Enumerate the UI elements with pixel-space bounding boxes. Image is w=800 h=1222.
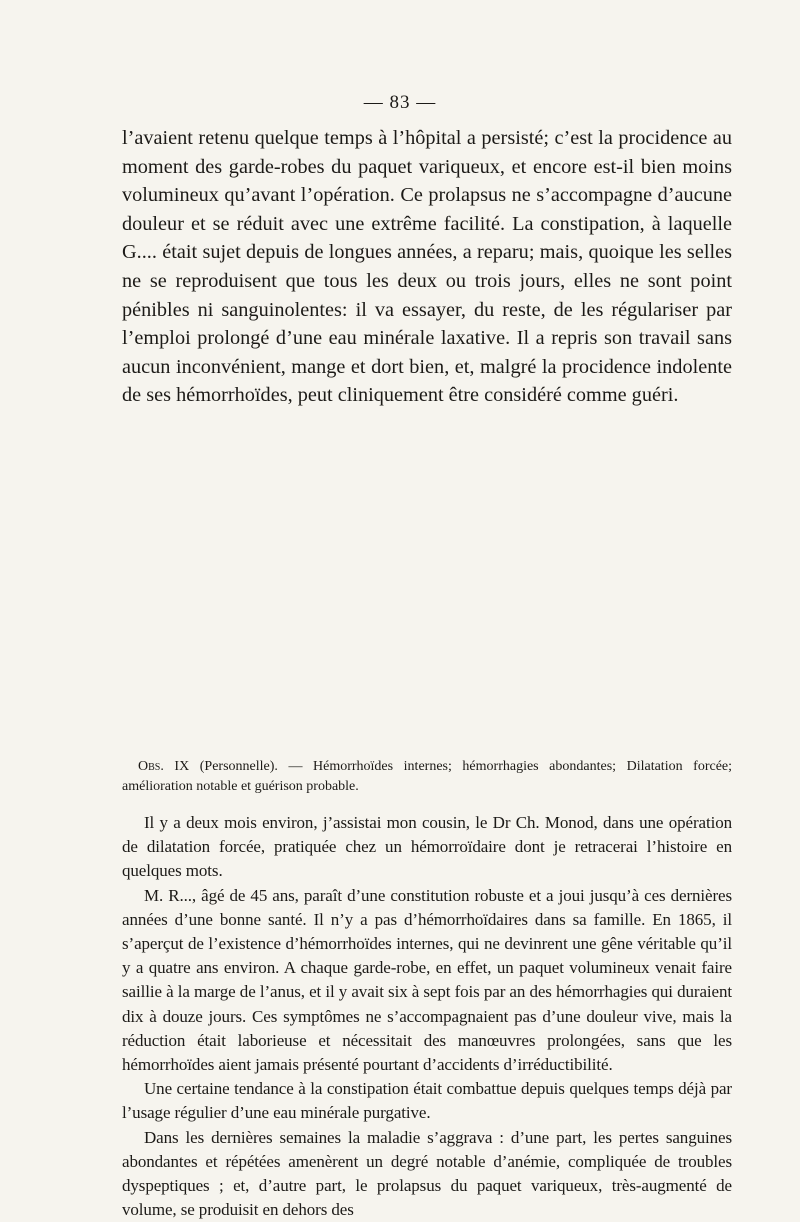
page-number: — 83 — bbox=[363, 92, 437, 113]
observation-label: Obs. IX bbox=[138, 759, 190, 774]
observation-body bbox=[122, 811, 732, 1222]
main-paragraph: l’avaient retenu quelque temps à l’hôpital a persisté; c’est la procidence au moment des garde-robes du paquet variqueux, et encore est-il bien moins volumineux qu’avant l’opération. Ce prolapsus ne s’accompagne d’aucune douleur et se réduit avec une extrême facilité. La constipation, à laquelle G.... était sujet depuis de longues années, a reparu; mais, quoique les selles ne se reproduisent que tous les deux ou trois jours, elles ne sont point pénibles ni sanguinolentes: il va essayer, du reste, de les régulariser par l’emploi prolongé d’une eau minérale laxative. Il a repris son travail sans aucun inconvénient, mange et dort bien, et, malgré la procidence indolente de ses hémorrhoïdes, peut cliniquement être considéré comme guéri. bbox=[122, 127, 732, 407]
observation-paragraph-4: Dans les dernières semaines la maladie s’aggrava : d’une part, les pertes sanguines abondantes et répétées amenèrent un degré notable d’anémie, compliquée de troubles dyspeptiques ; et, d’autre part, le prolapsus du paquet variqueux, très-augmenté de volume, se produisit en dehors des bbox=[122, 1127, 732, 1220]
observation-heading-text bbox=[122, 757, 732, 797]
observation-paragraph-1: Il y a deux mois environ, j’assistai mon cousin, le Dr Ch. Monod, dans une opération de dilatation forcée, pratiquée chez un hémorroïdaire dont je retracerai l’histoire en quelques mots. bbox=[122, 813, 732, 881]
main-text-block bbox=[122, 124, 732, 410]
observation-heading bbox=[122, 757, 732, 797]
observation-paragraph-2: M. R..., âgé de 45 ans, paraît d’une constitution robuste et a joui jusqu’à ces dernières années d’une bonne santé. Il n’y a pas d’hémorrhoïdaires dans sa famille. En 1865, il s’aperçut de l’existence d’hémorrhoïdes internes, qui ne devinrent une gêne véritable qu’il y a quatre ans environ. A chaque garde-robe, en effet, un paquet volumineux venait faire saillie à la marge de l’anus, et il y avait six à sept fois par an des hémorrhagies qui duraient dix à douze jours. Ces symptômes ne s’accompagnaient pas d’une douleur vive, mais la réduction était laborieuse et nécessitait des manœuvres prolongées, sans que les hémorrhoïdes aient jamais présenté pourtant d’accidents d’irréductibilité. bbox=[122, 885, 732, 1075]
observation-paragraph-3: Une certaine tendance à la constipation était combattue depuis quelques temps déjà par l’usage régulier d’une eau minérale purgative. bbox=[122, 1079, 732, 1123]
observation-title: (Personnelle). — Hémorrhoïdes internes; hémorrhagies abondantes; Dilatation forcée; amélioration notable et guérison probable. bbox=[122, 759, 733, 794]
